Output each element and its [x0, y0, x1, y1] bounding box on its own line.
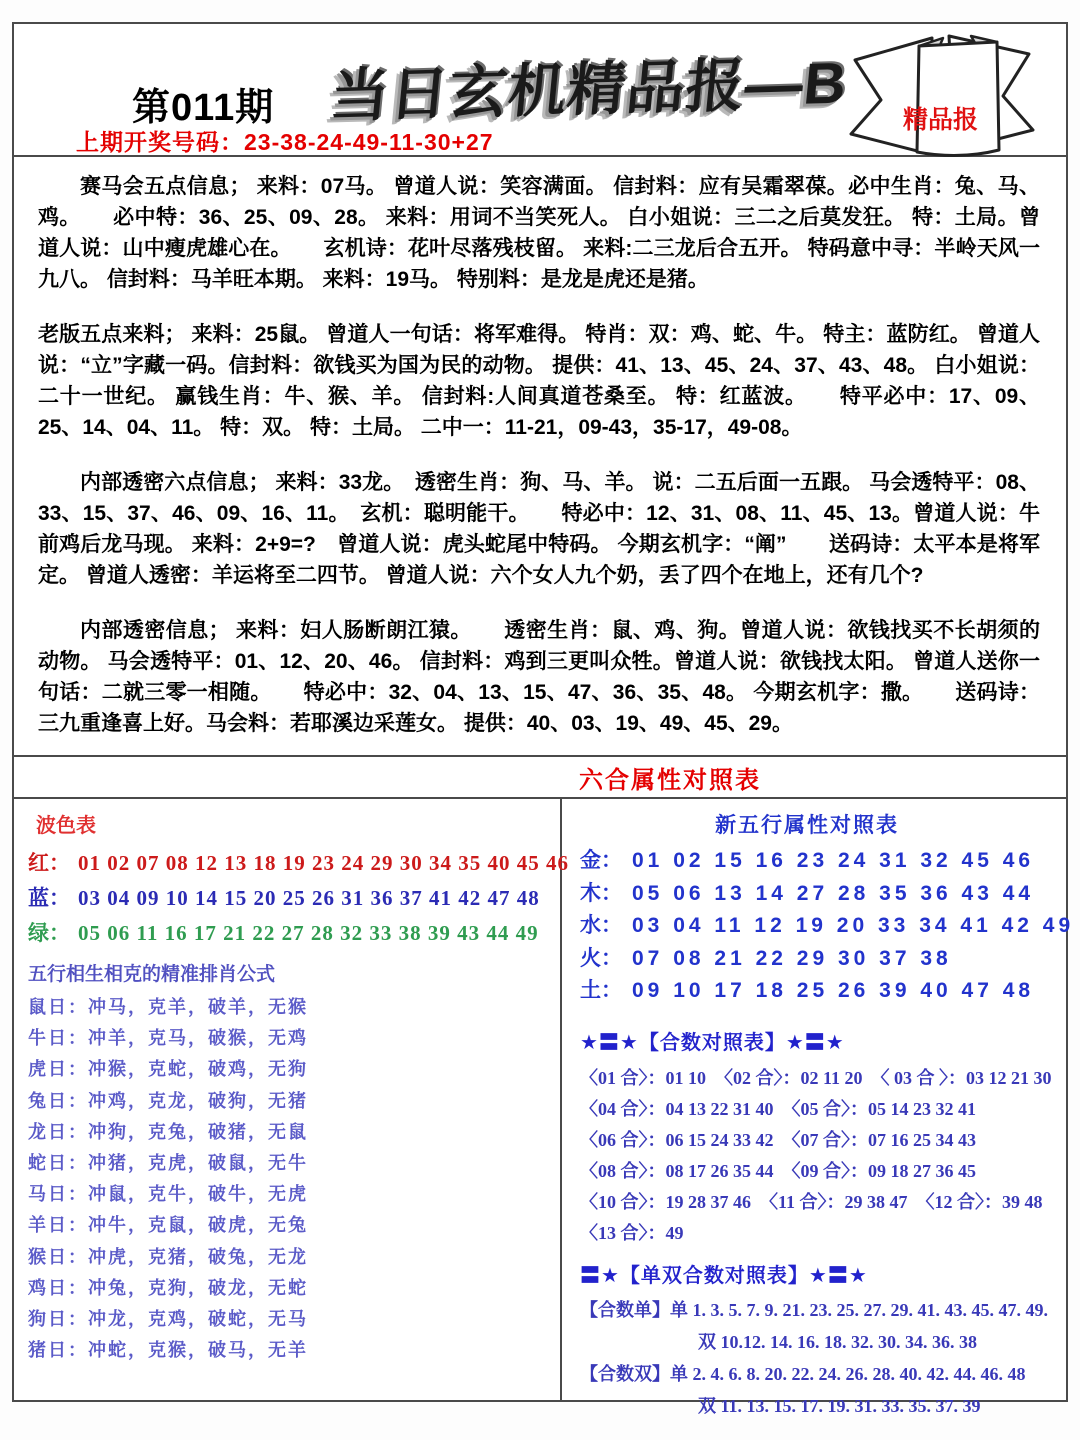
sum-table-row: 〈10 合〉：19 28 37 46 〈11 合〉：29 38 47 〈12 合〉：39 48 — [580, 1191, 1043, 1212]
sum-table — [580, 1063, 1074, 1249]
wave-table-title: 波色表 — [36, 815, 96, 837]
red-wave-numbers: 01 02 07 08 12 13 18 19 23 24 29 30 34 35 40 45 46 — [78, 851, 569, 875]
element-numbers: 09 10 17 18 25 26 39 40 47 48 — [632, 979, 1035, 1002]
zodiac-formula-row: 龙日：冲狗，克兔，破猪，无鼠 — [28, 1121, 308, 1142]
zodiac-formula-row: 虎日：冲猴，克蛇，破鸡，无狗 — [28, 1059, 308, 1080]
element-label: 水： — [580, 914, 622, 937]
element-numbers: 05 06 13 14 27 28 35 36 43 44 — [632, 881, 1035, 905]
zodiac-formula-row: 鼠日：冲马，克羊，破羊，无猴 — [28, 997, 308, 1017]
five-elements-panel — [562, 799, 1080, 1416]
info-paragraph: 内部透密六点信息； 来料：33龙。 透密生肖：狗、马、羊。 说：二五后面一五跟。 马会透特平：08、33、15、37、46、09、16、11。 玄机：聪明能干。 特必中：12、31、08、11、45、13。曾道人说：牛前鸡后龙马现。 来料：2+9=? 曾道人说：虎头蛇尾中特码。 今期玄机字：“阐” 送码诗：太平本是将军定。 曾道人透密：羊运将至二四节。 曾道人说：六个女人九个奶，丢了四个在地上，还有几个? — [38, 471, 1040, 587]
zodiac-formula-row: 鸡日：冲兔，克狗，破龙，无蛇 — [28, 1277, 308, 1298]
sum-table-row: 〈08 合〉：08 17 26 35 44 〈09 合〉：09 18 27 36 45 — [580, 1160, 976, 1181]
element-row — [580, 910, 1074, 943]
element-numbers: 03 04 11 12 19 20 33 34 41 42 49 — [632, 914, 1075, 937]
five-elements-table — [580, 845, 1074, 1008]
zodiac-formula-title: 五行相生相克的精准排肖公式 — [28, 964, 276, 985]
green-wave-numbers: 05 06 11 16 17 21 22 27 28 32 33 38 39 43 44 49 — [78, 921, 539, 945]
five-elements-title: 新五行属性对照表 — [715, 814, 900, 837]
attribute-tables — [14, 799, 1075, 1416]
element-numbers: 01 02 15 16 23 24 31 32 45 46 — [632, 849, 1035, 872]
zodiac-formula-row: 马日：冲鼠，克牛，破牛，无虎 — [28, 1184, 308, 1205]
red-wave-label: 红： — [28, 852, 70, 875]
zodiac-formula-row: 猴日：冲虎，克猪，破兔，无龙 — [28, 1246, 308, 1267]
element-row — [580, 943, 1074, 976]
ribbon-label: 精品报 — [902, 106, 979, 134]
green-wave-row — [28, 916, 554, 951]
header — [14, 24, 1066, 157]
sum-table-row: 〈13 合〉：49 — [580, 1222, 684, 1243]
element-label: 火： — [580, 946, 622, 970]
sum-table-title: ★〓★【合数对照表】★〓★ — [580, 1031, 845, 1054]
odd-even-row: 双 11. 13. 15. 17. 19. 31. 33. 35. 37. 39 — [698, 1395, 981, 1416]
element-label: 土： — [580, 979, 622, 1002]
blue-wave-numbers: 03 04 09 10 14 15 20 25 26 31 36 37 41 42 47 48 — [78, 886, 540, 910]
info-paragraph: 内部透密信息； 来料：妇人肠断朗江猿。 透密生肖：鼠、鸡、狗。曾道人说：欲钱找买不长胡须的动物。 马会透特平：01、12、20、46。 信封料：鸡到三更叫众牲。曾道人说：欲钱找太阳。 曾道人送你一句话：二就三零一相随。 特必中：32、04、13、15、47、36、35、48。 今期玄机字：撒。 送码诗：三九重逢喜上好。马会料：若耶溪边采莲女。 提供：40、03、19、49、45、29。 — [38, 619, 1040, 735]
zodiac-formula-row: 兔日：冲鸡，克龙，破狗，无猪 — [28, 1090, 308, 1111]
blue-wave-label: 蓝： — [28, 887, 70, 910]
last-draw-result: 上期开奖号码：23-38-24-49-11-30+27 — [76, 129, 494, 155]
ribbon-icon — [837, 8, 1044, 160]
section-title-row — [14, 757, 1066, 799]
zodiac-formula-list — [28, 992, 554, 1366]
element-row — [580, 975, 1074, 1008]
issue-number: 第011期 — [132, 87, 275, 129]
zodiac-formula-row: 狗日：冲龙，克鸡，破蛇，无马 — [28, 1309, 308, 1330]
info-paragraph: 赛马会五点信息； 来料：07马。 曾道人说：笑容满面。 信封料：应有吴霜翠葆。必中生肖：兔、马、鸡。 必中特：36、25、09、28。 来料：用词不当笑死人。 白小姐说：三二之后莫发狂。 特：土局。曾道人说：山中瘦虎雄心在。 玄机诗：花叶尽落残枝留。 来料:二三龙后合五开。 特码意中寻：半岭天风一九八。 信封料：马羊旺本期。 来料：19马。 特别料：是龙是虎还是猪。 — [38, 175, 1040, 291]
blue-wave-row — [28, 881, 554, 916]
element-row — [580, 878, 1074, 911]
element-row — [580, 845, 1074, 878]
zodiac-formula-row: 蛇日：冲猪，克虎，破鼠，无牛 — [28, 1153, 308, 1174]
zodiac-formula-row: 羊日：冲牛，克鼠，破虎，无兔 — [28, 1215, 308, 1236]
sum-table-row: 〈01 合〉：01 10 〈02 合〉：02 11 20 〈 03 合 〉：03 12 21 30 — [580, 1067, 1052, 1088]
red-wave-row — [28, 846, 569, 881]
wave-color-table — [14, 799, 569, 1400]
odd-even-row: 双 10.12. 14. 16. 18. 32. 30. 34. 36. 38 — [698, 1331, 977, 1352]
odd-even-table — [580, 1294, 1074, 1422]
masthead-title: 当日玄机精品报—B — [327, 50, 851, 130]
zodiac-formula-row: 牛日：冲羊，克马，破猴，无鸡 — [28, 1028, 308, 1049]
element-label: 木： — [580, 881, 622, 905]
info-paragraph: 老版五点来料； 来料：25鼠。 曾道人一句话：将军难得。 特肖：双：鸡、蛇、牛。 特主：蓝防红。 曾道人说：“立”字藏一码。信封料：欲钱买为国为民的动物。 提供：41、13、45、24、37、43、48。 白小姐说：二十一世纪。 赢钱生肖：牛、猴、羊。 信封料:人间真道苍桑至。 特：红蓝波。 特平必中：17、09、25、14、04、11。 特：双。 特：土局。 二中一：11-21，09-43，35-17，49-08。 — [38, 323, 1040, 439]
sum-table-row: 〈06 合〉：06 15 24 33 42 〈07 合〉：07 16 25 34 43 — [580, 1129, 976, 1150]
section-title: 六合属性对照表 — [579, 766, 761, 794]
page-sheet — [12, 22, 1075, 1416]
sum-table-row: 〈04 合〉：04 13 22 31 40 〈05 合〉：05 14 23 32 41 — [580, 1098, 976, 1119]
tips-text-block — [14, 157, 1066, 757]
ribbon-banner — [837, 8, 1044, 160]
odd-even-table-title: 〓★【单双合数对照表】★〓★ — [580, 1264, 868, 1287]
green-wave-label: 绿： — [28, 922, 70, 945]
odd-even-row: 【合数双】单 2. 4. 6. 8. 20. 22. 24. 26. 28. 40. 42. 44. 46. 48 — [580, 1363, 1026, 1384]
zodiac-formula-row: 猪日：冲蛇，克猴，破马，无羊 — [28, 1340, 308, 1361]
element-label: 金： — [580, 849, 622, 872]
element-numbers: 07 08 21 22 29 30 37 38 — [632, 946, 952, 970]
odd-even-row: 【合数单】单 1. 3. 5. 7. 9. 21. 23. 25. 27. 29. 41. 43. 45. 47. 49. — [580, 1299, 1048, 1320]
